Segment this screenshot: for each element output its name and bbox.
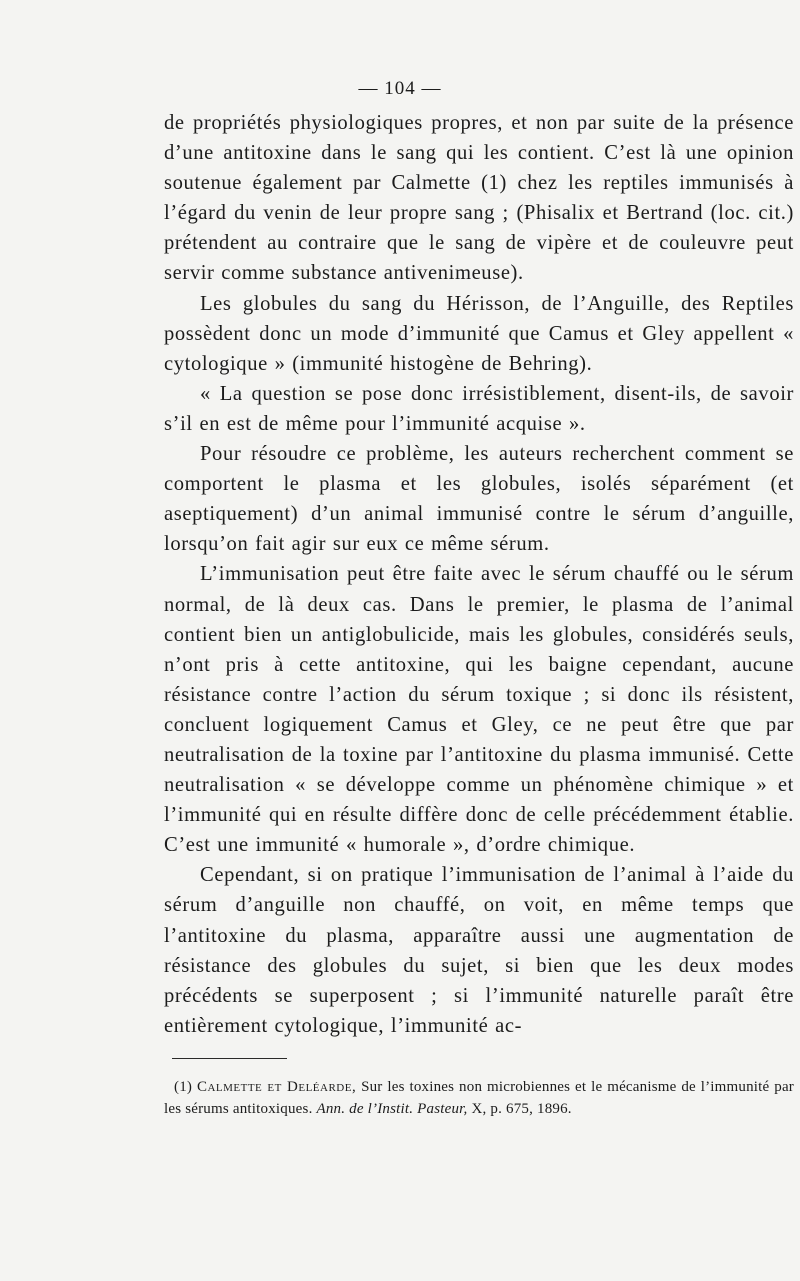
paragraph-3: « La question se pose donc irrésistiblement, disent-ils, de savoir s’il en est de même pour l’immunité acquise ». (164, 382, 794, 435)
paragraph-1: de propriétés physiologiques propres, et non par suite de la présence d’une antitoxine dans le sang qui les contient. C’est là une opinion soutenue également par Calmette (1) chez les reptiles immunisés à l’égard du venin de leur propre sang ; (Phisalix et Bertrand (loc. cit.) prétendent au contraire que le sang de vipère et de couleuvre peut servir comme substance antivenimeuse). (164, 112, 794, 285)
paragraph-5: L’immunisation peut être faite avec le sérum chauffé ou le sérum normal, de là deux cas. Dans le premier, le plasma de l’animal contient bien un antiglobulicide, mais les globules, considérés seuls, n’ont pris à cette antitoxine, qui les baigne cependant, aucune résistance contre l’action du sérum toxique ; si donc ils résistent, concluent logiquement Camus et Gley, ce ne peut être que par neutralisation de la toxine par l’antitoxine du plasma immunisé. Cette neutralisation « se développe comme un phénomène chimique » et l’immunité qui en résulte diffère donc de celle précédemment établie. C’est une immunité « humorale », d’ordre chimique. (164, 563, 794, 857)
footnote-journal: Ann. de l’Instit. Pasteur, (316, 1101, 468, 1117)
page-number: — 104 — (358, 78, 442, 99)
footnote-separator (172, 1058, 287, 1059)
paragraph-2: Les globules du sang du Hérisson, de l’Anguille, des Reptiles possèdent donc un mode d’immunité que Camus et Gley appellent « cytologique » (immunité histogène de Behring). (164, 292, 794, 375)
paragraph-6: Cependant, si on pratique l’immunisation de l’animal à l’aide du sérum d’anguille non chauffé, on voit, en même temps que l’antitoxine du plasma, apparaître aussi une augmentation de résistance des globules du sujet, si bien que les deux modes précédents se superposent ; si l’immunité naturelle paraît être entièrement cytologique, l’immunité ac- (164, 864, 794, 1037)
footnote-authors: Calmette et Deléarde, (196, 1079, 357, 1095)
footnote (164, 1076, 794, 1120)
footnote-reference: X, p. 675, 1896. (471, 1101, 572, 1117)
paragraph-4: Pour résoudre ce problème, les auteurs recherchent comment se comportent le plasma et les globules, isolés séparément (et aseptiquement) d’un animal immunisé contre le sérum d’anguille, lorsqu’on fait agir sur eux ce même sérum. (164, 443, 794, 556)
main-text (164, 108, 794, 1041)
footnote-title: Sur les toxines non microbiennes et le mécanisme de l’immunité par les sérums antitoxiques. (164, 1079, 794, 1117)
footnote-marker: (1) (174, 1079, 193, 1095)
